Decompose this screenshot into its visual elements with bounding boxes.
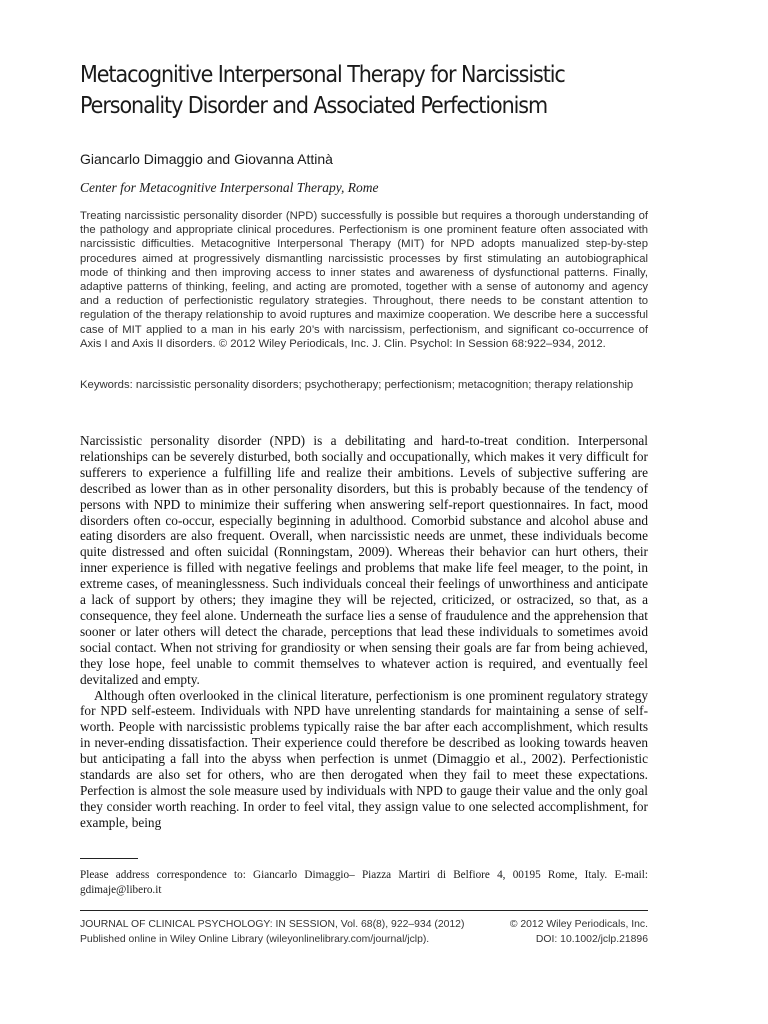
body-paragraph: Although often overlooked in the clinical literature, perfectionism is one prominent regulatory strategy for NPD self-esteem. Individuals with NPD have unrelenting standards for maintaining a sense of self-worth. People with narcissistic problems typically raise the bar after each accomplishment, which results in never-ending dissatisfaction. Their experience could therefore be described as looking towards heaven but anticipating a fall into the abyss when perfection is unmet (Dimaggio et al., 2002). Perfectionistic standards are also set for others, who are then derogated when they fail to meet these expectations. Perfection is almost the sole measure used by individuals with NPD to gauge their value and the only goal they consider worth reaching. In order to feel vital, they assign value to one selected accomplishment, for example, being xyxy=(80,687,648,830)
abstract: Treating narcissistic personality disorder (NPD) successfully is possible but requires a thorough understanding of the pathology and appropriate clinical procedures. Perfectionism is one prominent feature often associated with narcissistic difficulties. Metacognitive Interpersonal Therapy (MIT) for NPD adopts manualized step-by-step procedures aimed at progressively dismantling narcissistic processes by first stimulating an autobiographical mode of thinking and then improving access to inner states and awareness of dysfunctional patterns. Finally, adaptive patterns of thinking, feeling, and acting are promoted, together with a sense of autonomy and agency and a reduction of perfectionistic regulatory strategies. Throughout, there needs to be constant attention to regulation of the therapy relationship to avoid ruptures and maximize cooperation. We describe here a successful case of MIT applied to a man in his early 20’s with narcissism, perfectionism, and significant co-occurrence of Axis I and Axis II disorders. © 2012 Wiley Periodicals, Inc. J. Clin. Psychol: In Session 68:922–934, 2012. xyxy=(80,210,648,350)
doi: DOI: 10.1002/jclp.21896 xyxy=(535,934,648,945)
footer-divider xyxy=(80,910,648,911)
article-body xyxy=(80,433,648,831)
footer-line-2 xyxy=(80,934,648,945)
footnote-divider xyxy=(80,858,138,859)
article-title: Metacognitive Interpersonal Therapy for Narcissistic Personality Disorder and Associated Perfectionism xyxy=(80,62,565,119)
correspondence-footnote: Please address correspondence to: Giancarlo Dimaggio– Piazza Martiri di Belfiore 4, 00195 Rome, Italy. E-mail: gdimaje@libero.it xyxy=(80,869,648,896)
keywords: Keywords: narcissistic personality disorders; psychotherapy; perfectionism; metacognition; therapy relationship xyxy=(80,379,634,391)
article-authors: Giancarlo Dimaggio and Giovanna Attinà xyxy=(80,151,333,167)
copyright-notice: © 2012 Wiley Periodicals, Inc. xyxy=(509,919,648,930)
journal-citation: JOURNAL OF CLINICAL PSYCHOLOGY: IN SESSION, Vol. 68(8), 922–934 (2012) xyxy=(80,919,465,930)
publication-info: Published online in Wiley Online Library (wileyonlinelibrary.com/journal/jclp). xyxy=(80,934,430,945)
body-paragraph: Narcissistic personality disorder (NPD) is a debilitating and hard-to-treat condition. Interpersonal relationships can be severely disturbed, both socially and occupationally, which makes it very difficult for sufferers to experience a fulfilling life and realize their ambitions. Levels of subjective suffering are described as lower than as in other personality disorders, but this is probably because of the tendency of persons with NPD to minimize their suffering when answering self-report questionnaires. In fact, mood disorders often co-occur, especially beginning in adulthood. Comorbid substance and alcohol abuse and eating disorders are also frequent. Overall, when narcissistic needs are unmet, these individuals become quite distressed and often suicidal (Ronningstam, 2009). Whereas their behavior can hurt others, their inner experience is filled with negative feelings and problems that make life feel meager, to the point, in extreme cases, of meaninglessness. Such individuals conceal their feelings of unworthiness and anticipate a lack of support by others; they imagine they will be rejected, criticized, or ostracized, so that, as a consequence, they feel alone. Underneath the surface lies a sense of fraudulence and the apprehension that sooner or later others will detect the charade, perceptions that lead these individuals to sometimes avoid social contact. When not striving for grandiosity or when sensing their goals are far from being achieved, they lose hope, feel unable to commit themselves to whatever action is required, and eventually feel devitalized and empty. xyxy=(80,433,648,687)
footer-line-1 xyxy=(80,919,648,930)
author-affiliation: Center for Metacognitive Interpersonal Therapy, Rome xyxy=(80,180,379,195)
